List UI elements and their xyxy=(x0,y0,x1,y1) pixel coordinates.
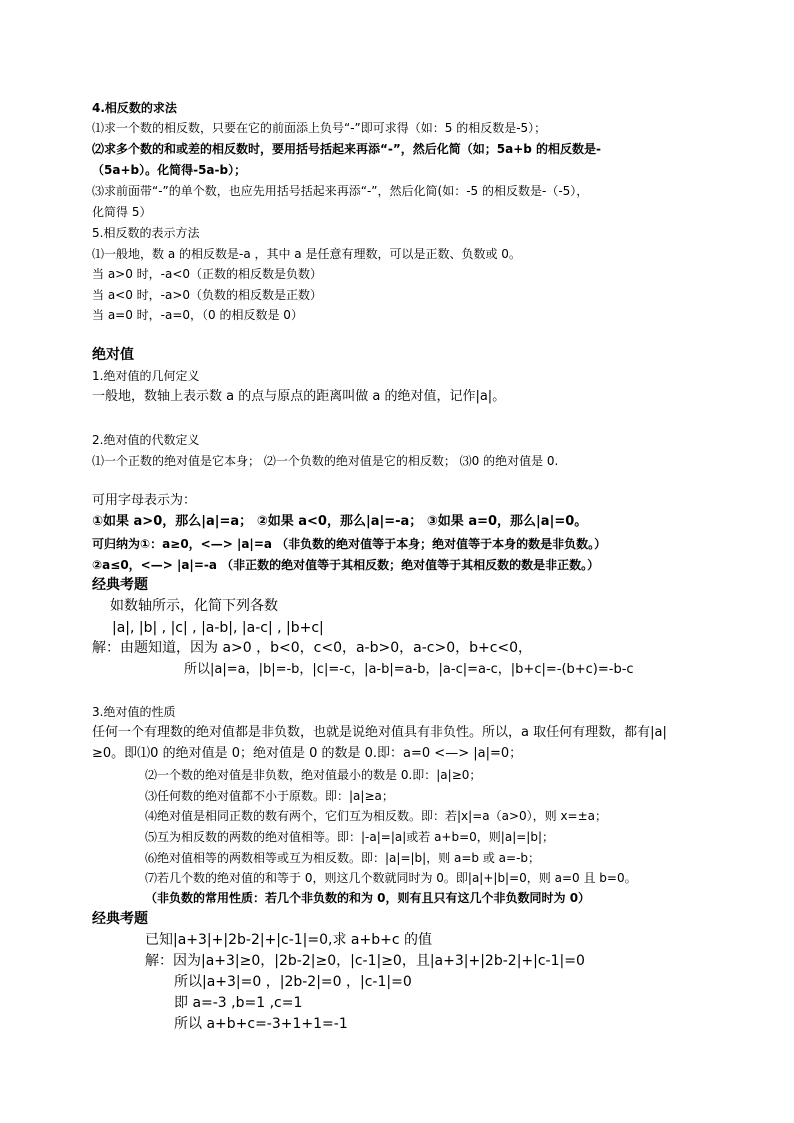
example-2-step-4: 所以 a+b+c=-3+1+1=-1 xyxy=(174,1016,348,1032)
example-1-result: 所以|a|=a，|b|=-b，|c|=-c，|a-b|=a-b，|a-c|=a-c，|b+c|=-(b+c)=-b-c xyxy=(184,662,634,677)
properties-intro: 任何一个有理数的绝对值都是非负数，也就是说绝对值具有非负性。所以，a 取任何有理数，都有|a| xyxy=(92,725,667,740)
properties-intro-cont: ≥0。即⑴0 的绝对值是 0；绝对值是 0 的数是 0.即：a=0 <—> |a|=0； xyxy=(92,746,523,761)
section-4-title: 4.相反数的求法 xyxy=(92,101,177,115)
section-4-rule-3-cont: 化简得 5） xyxy=(92,205,152,219)
example-2-step-1: 解：因为|a+3|≥0，|2b-2|≥0，|c-1|≥0，且|a+3|+|2b-2|+|c-1|=0 xyxy=(145,953,585,969)
letters-intro: 可用字母表示为： xyxy=(92,493,197,508)
example-2-step-2: 所以|a+3|=0 ，|2b-2|=0 ，|c-1|=0 xyxy=(174,974,412,990)
section-4-rule-3: ⑶求前面带“-”的单个数，也应先用括号括起来再添“-”，然后化简(如：-5 的相反数是-（-5）， xyxy=(92,184,589,198)
section-4-rule-1: ⑴求一个数的相反数，只要在它的前面添上负号“-”即可求得（如：5 的相反数是-5）； xyxy=(92,121,547,135)
example-1-items: |a|, |b| , |c| , |a-b|, |a-c| , |b+c| xyxy=(112,620,324,636)
section-4-rule-2: ⑵求多个数的和或差的相反数时，要用括号括起来再添“-”，然后化简（如；5a+b 的相反数是- xyxy=(92,142,602,156)
abs-summary-1: 可归纳为①：a≥0，<—> |a|=a （非负数的绝对值等于本身；绝对值等于本身的数是非负数。） xyxy=(92,537,607,551)
example-2-question: 已知|a+3|+|2b-2|+|c-1|=0,求 a+b+c 的值 xyxy=(145,932,432,948)
property-4: ⑷绝对值是相同正数的数有两个，它们互为相反数。即：若|x|=a（a>0），则 x=±a； xyxy=(145,809,608,823)
example-2-title: 经典考题 xyxy=(92,911,148,927)
absolute-value-title: 绝对值 xyxy=(92,347,134,363)
section-4-rule-2-cont: （5a+b）。化简得-5a-b）； xyxy=(92,163,247,177)
property-5: ⑸互为相反数的两数的绝对值相等。即：|-a|=|a|或若 a+b=0，则|a|=|b|； xyxy=(145,830,554,844)
property-note: （非负数的常用性质：若几个非负数的和为 0，则有且只有这几个非负数同时为 0） xyxy=(145,891,591,905)
example-1-question: 如数轴所示，化简下列各数 xyxy=(110,598,278,614)
property-2: ⑵一个数的绝对值是非负数，绝对值最小的数是 0.即：|a|≥0； xyxy=(145,768,482,782)
algebraic-definition-title: 2.绝对值的代数定义 xyxy=(92,433,200,447)
section-5-title: 5.相反数的表示方法 xyxy=(92,226,200,240)
section-5-case-2: 当 a<0 时，-a>0（负数的相反数是正数） xyxy=(92,288,323,302)
example-2-step-3: 即 a=-3 ,b=1 ,c=1 xyxy=(174,995,303,1011)
abs-cases: ①如果 a>0，那么|a|=a； ②如果 a<0，那么|a|=-a； ③如果 a=0，那么|a|=0。 xyxy=(92,514,588,529)
geometric-definition-title: 1.绝对值的几何定义 xyxy=(92,369,200,383)
property-6: ⑹绝对值相等的两数相等或互为相反数。即：|a|=|b|，则 a=b 或 a=-b； xyxy=(145,851,541,865)
example-1-solution: 解：由题知道，因为 a>0 ，b<0，c<0，a-b>0，a-c>0，b+c<0， xyxy=(92,640,533,656)
property-7: ⑺若几个数的绝对值的和等于 0，则这几个数就同时为 0。即|a|+|b|=0，则 a=0 且 b=0。 xyxy=(145,871,637,885)
algebraic-definition-text: ⑴一个正数的绝对值是它本身； ⑵一个负数的绝对值是它的相反数； ⑶0 的绝对值是 0. xyxy=(92,454,559,468)
abs-summary-2: ②a≤0，<—> |a|=-a （非正数的绝对值等于其相反数；绝对值等于其相反数的数是非正数。） xyxy=(92,558,600,572)
section-5-case-1: 当 a>0 时，-a<0（正数的相反数是负数） xyxy=(92,267,323,281)
property-3: ⑶任何数的绝对值都不小于原数。即：|a|≥a； xyxy=(145,789,394,803)
example-1-title: 经典考题 xyxy=(92,577,148,593)
section-5-case-3: 当 a=0 时，-a=0，（0 的相反数是 0） xyxy=(92,308,303,322)
section-5-rule-1: ⑴一般地，数 a 的相反数是-a ，其中 a 是任意有理数，可以是正数、负数或 0。 xyxy=(92,247,521,261)
properties-title: 3.绝对值的性质 xyxy=(92,705,176,719)
geometric-definition-text: 一般地，数轴上表示数 a 的点与原点的距离叫做 a 的绝对值，记作|a|。 xyxy=(92,389,506,404)
